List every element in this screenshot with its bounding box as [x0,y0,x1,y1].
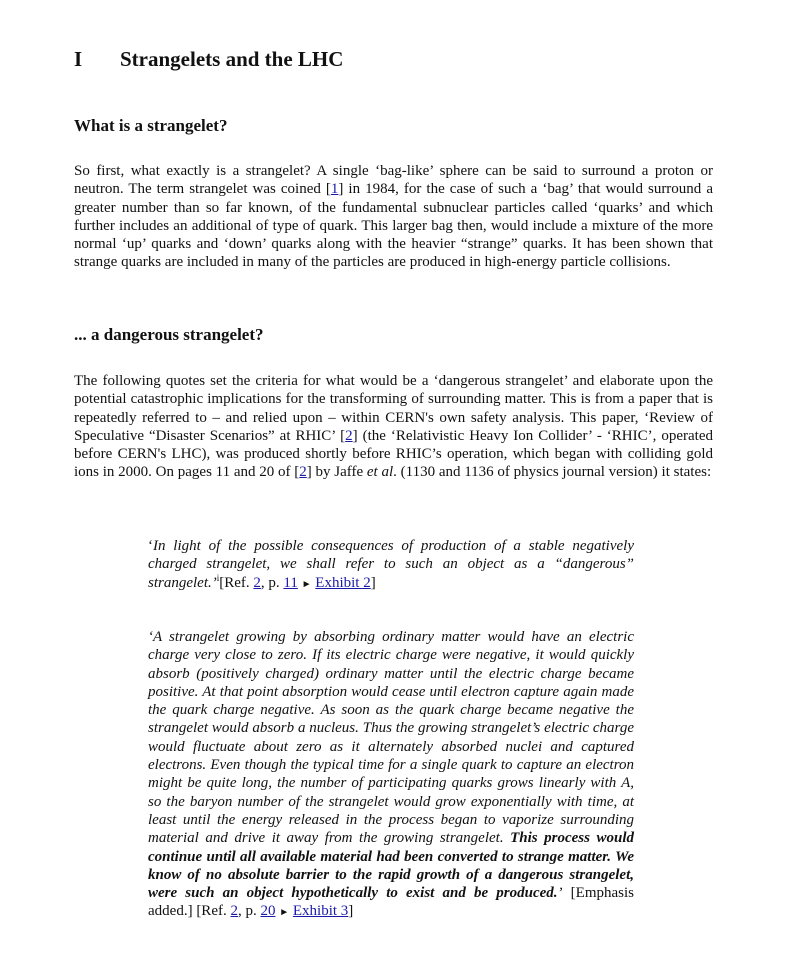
section-title: Strangelets and the LHC [120,47,344,71]
reference-prefix: [Ref. [196,903,231,920]
page-link-11[interactable]: 11 [283,574,298,591]
paragraph-text: ] (the ‘Relativistic Heavy Ion Collider’ - ‘RHIC’, operated before CERN's LHC), was produced shortly before RHIC’s operation, which began with colliding gold ions in 2000. On pages 11 and 20 of [ [74,427,713,481]
blockquote-2 [148,628,634,923]
reference-link-1[interactable]: 1 [330,181,339,198]
paragraph-dangerous-strangelet [74,372,713,482]
reference-link-2[interactable]: 2 [253,574,261,591]
et-al: et al [366,464,394,481]
exhibit-3-link[interactable]: Exhibit 3 [292,903,349,920]
quote-text: In light of the possible consequences of production of a stable negatively charged strangelet, we shall refer to such an object as a “dangerous” strangelet.’ [148,538,634,591]
reference-link-2[interactable]: 2 [230,903,238,920]
section-heading [74,47,343,72]
paragraph-text: So first, what exactly is a strangelet? A single ‘bag-like’ sphere can be said to surround a proton or neutron. The term strangelet was coined [ [74,163,713,198]
bracket-close: ] [348,903,354,920]
arrow-right-icon: ► [279,907,290,919]
section-number: I [74,47,83,71]
reference-link-2b[interactable]: 2 [299,464,307,481]
emphasis-note: [Emphasis added.] [148,885,635,920]
paragraph-text: . (1130 and 1136 of physics journal version) it states: [393,464,712,481]
quote-text: ‘A strangelet growing by absorbing ordinary matter would have an electric charge very close to zero. If its electric charge were negative, it would quickly absorb (positively charged) ordinary matter until the electric charge became positive. At that point absorption would cease until electron capture again made the quark charge negative. As soon as the quark charge became negative the strangelet would absorb a nucleus. Thus the growing strangelet’s electric charge would fluctuate about zero as it alternately absorbed nuclei and captured electrons. Even though the typical time for a single quark to capture an electron might be quite long, the number of participating quarks grows linearly with A, so the baryon number of the strangelet would grow exponentially with time, at least until the energy released in the process began to vaporize surrounding material and drive it away from the growing strangelet. [148,629,634,847]
heading-dangerous-strangelet: ... a dangerous strangelet? [74,325,264,344]
blockquote-1 [148,537,634,594]
heading-what-is-strangelet: What is a strangelet? [74,116,228,135]
paragraph-what-is-strangelet [74,162,713,272]
quote-mark: ’ [557,885,563,902]
page-link-20[interactable]: 20 [260,903,276,920]
reference-prefix: [Ref. [219,574,254,591]
paragraph-text: ] in 1984, for the case of such a ‘bag’ that would surround a greater number than so far known, of the fundamental subnuclear particles called ‘quarks’ and which further includes an additional of type of quark. This larger bag then, would include a mixture of the more normal ‘up’ quarks and ‘down’ quarks along with the heavier “strange” quarks. It has been shown that strange quarks are included in many of the particles are produced in high-energy particle collisions. [74,181,713,271]
quote-emphasis: This process would continue until all available material had been converted to strange matter. We know of no absolute barrier to the rapid growth of a dangerous strangelet, were such an object hypothetically to exist and be produced. [148,830,634,902]
exhibit-2-link[interactable]: Exhibit 2 [315,574,371,591]
reference-link-2[interactable]: 2 [345,427,353,444]
page-prefix: , p. [237,903,261,920]
bracket-close: ] [370,574,376,591]
footnote-marker[interactable]: i [216,572,220,583]
page-prefix: , p. [260,574,284,591]
paragraph-text: The following quotes set the criteria for what would be a ‘dangerous strangelet’ and elaborate upon the potential catastrophic implications for the transforming of surrounding matter. This is from a paper that is repeatedly referred to – and relied upon – within CERN's own safety analysis. This paper, ‘Review of Speculative “Disaster Scenarios” at RHIC’ [ [74,373,713,444]
arrow-right-icon: ► [301,578,312,590]
paragraph-text: ] by Jaffe [306,464,367,481]
quote-mark: ‘ [148,538,153,554]
